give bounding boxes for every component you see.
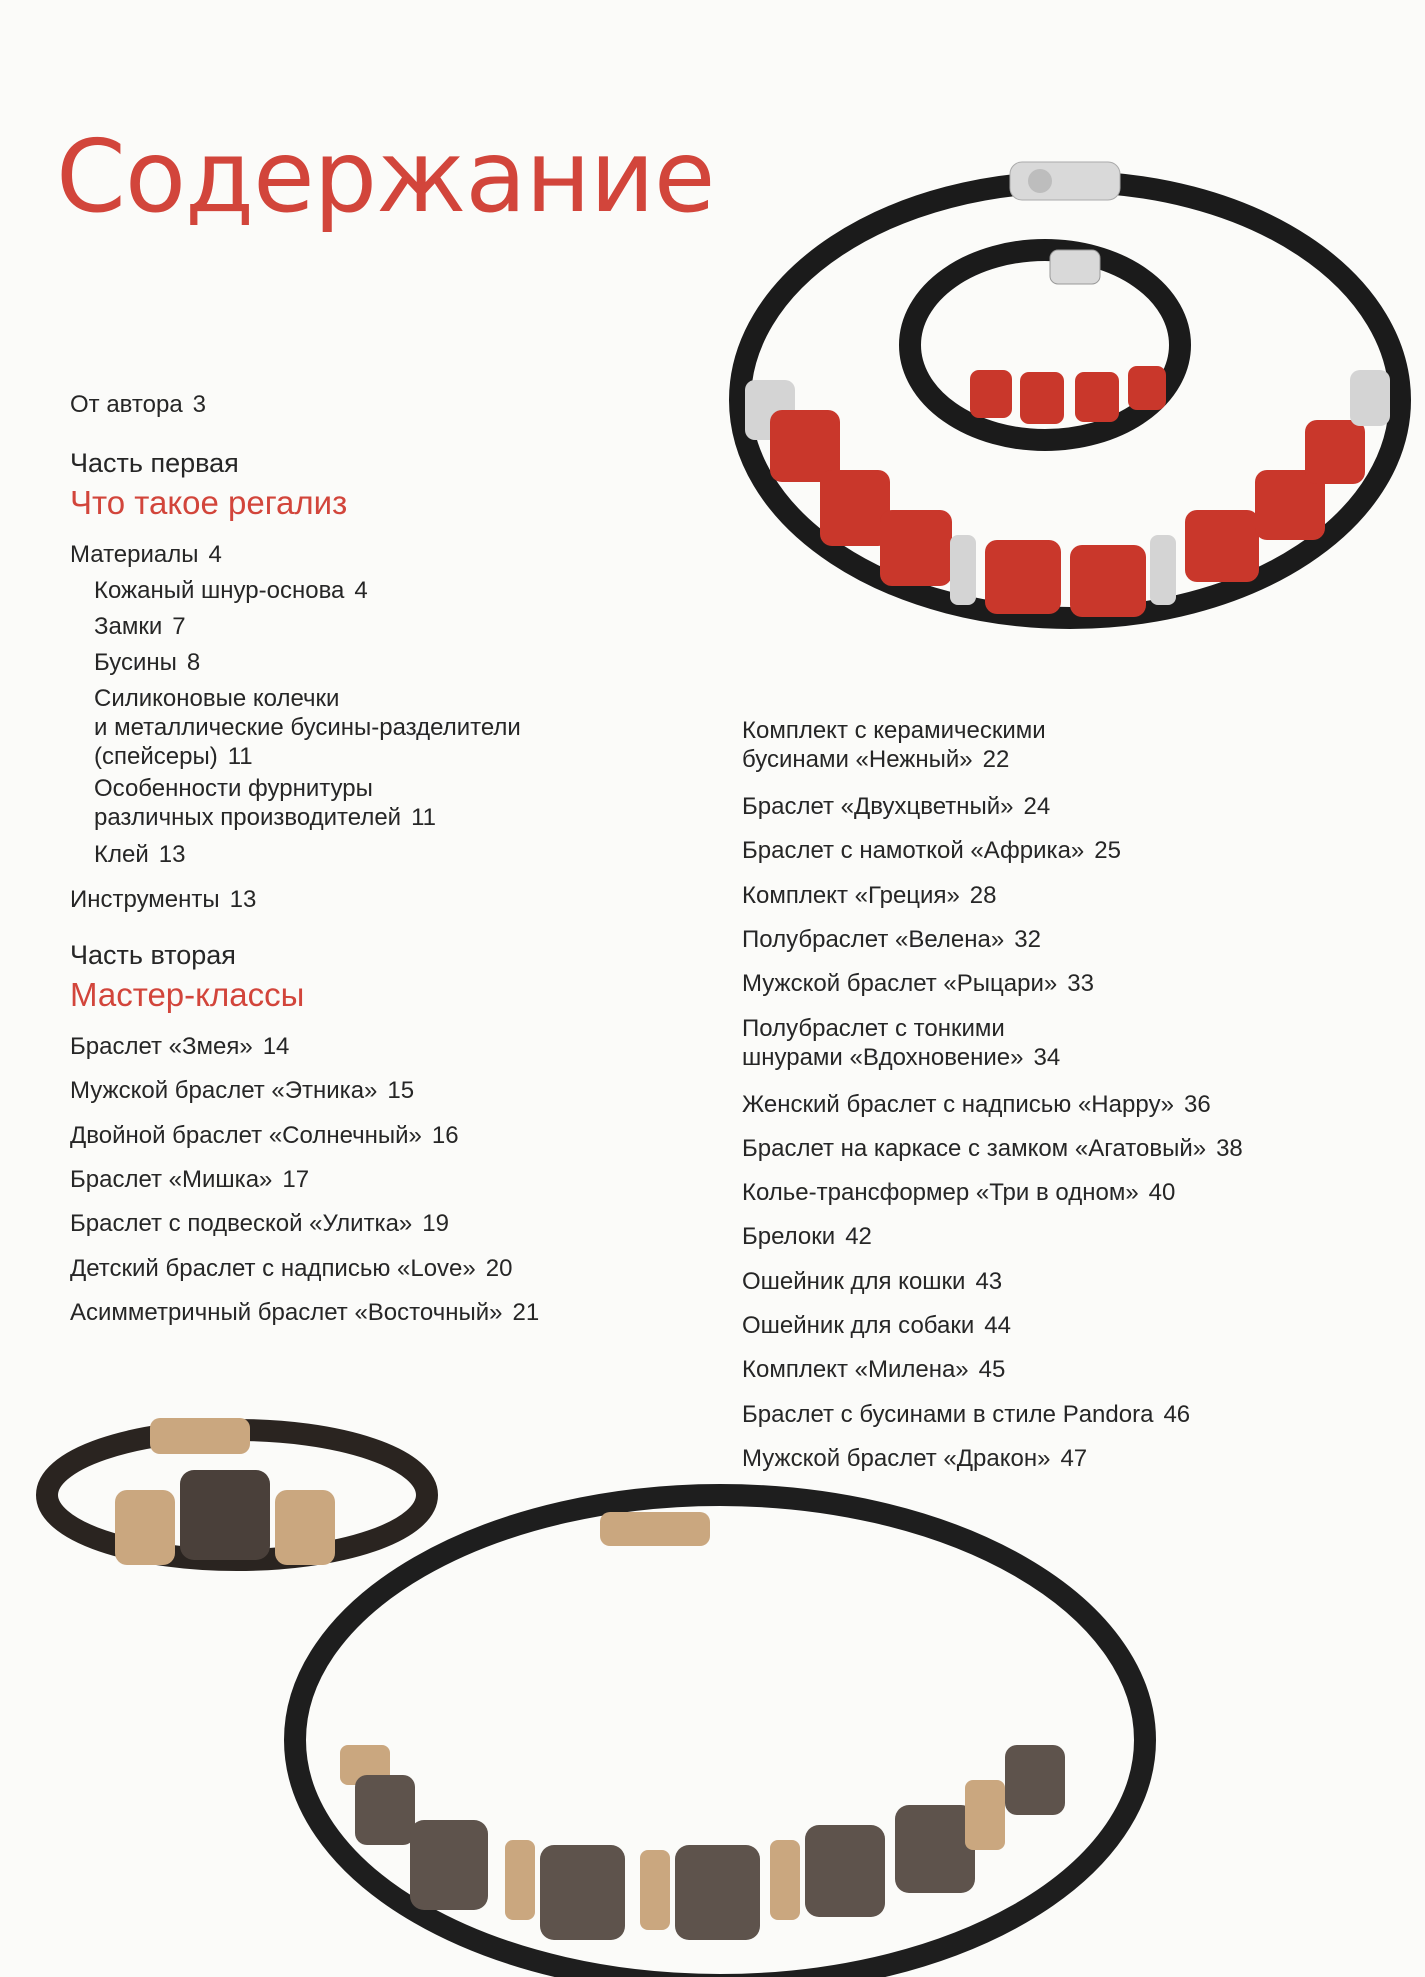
page-number: 32 [1014,925,1041,953]
page-number: 22 [982,746,1010,773]
entry-text: Комплект «Греция» [742,881,960,909]
entry-text: Замки [94,613,163,640]
page-number: 47 [1060,1444,1088,1472]
page-number: 40 [1148,1179,1176,1207]
page-number: 42 [845,1223,872,1251]
entry-text: Детский браслет с надписью «Love» [70,1254,476,1282]
dark-necklace-image [295,1495,1145,1977]
entry-text: Ошейник для кошки [742,1267,966,1295]
page-number: 7 [172,613,186,640]
page-number: 11 [227,743,253,770]
page-number: 4 [208,541,222,568]
entry-text: Особенности фурнитуры [94,775,373,802]
page-number: 28 [969,881,997,909]
page-number: 34 [1033,1043,1061,1071]
red-necklace-image [740,162,1400,618]
page-number: 15 [387,1077,415,1105]
entry-text: Браслет «Мишка» [70,1165,273,1193]
page-number: 43 [975,1267,1003,1295]
entry-text: Браслет «Двухцветный» [742,793,1014,820]
entry-text: Браслет с намоткой «Африка» [742,837,1085,865]
entry-text: Двойной браслет «Солнечный» [70,1121,422,1149]
entry-text: Браслет с бусинами в стиле Pandora [742,1400,1154,1428]
part-label: Часть первая [70,448,239,478]
entry-text: (спейсеры) [94,743,218,770]
entry-text: различных производителей [94,804,402,831]
entry-text: Асимметричный браслет «Восточный» [70,1298,503,1326]
entry-text: Полубраслет с тонкими [742,1014,1005,1042]
page-number: 20 [485,1254,513,1282]
entry-text: Брелоки [742,1223,836,1251]
entry-text: Браслет на каркасе с замком «Агатовый» [742,1134,1207,1162]
page-number: 19 [422,1210,449,1238]
entry-text: Полубраслет «Велена» [742,925,1005,953]
page-number: 45 [978,1356,1006,1384]
entry-text: Силиконовые колечки [94,685,340,712]
page-number: 44 [984,1312,1011,1339]
page-number: 16 [431,1121,459,1149]
page-number: 24 [1023,793,1051,820]
page-number: 4 [354,577,368,604]
dark-bracelet-image [47,1418,427,1565]
entry-text: Мужской браслет «Дракон» [742,1444,1051,1472]
page-number: 46 [1163,1400,1191,1428]
page-number: 14 [262,1033,290,1060]
entry-text: Инструменты [70,886,220,913]
entry-text: Бусины [94,649,177,676]
page-number: 11 [411,804,437,831]
page-number: 3 [192,391,207,418]
red-necklace-beads [745,370,1390,617]
entry-text: Колье-трансформер «Три в одном» [742,1179,1139,1207]
entry-text: Женский браслет с надписью «Happy» [742,1090,1175,1118]
page-number: 21 [512,1298,540,1326]
page-number: 25 [1094,837,1121,865]
entry-text: Мужской браслет «Рыцари» [742,970,1058,998]
entry-text: Браслет «Змея» [70,1033,253,1060]
entry-text: Кожаный шнур-основа [94,577,345,604]
page-number: 36 [1184,1090,1211,1118]
page-number: 38 [1216,1134,1243,1162]
entry-text: бусинами «Нежный» [742,746,973,773]
entry-text: шнурами «Вдохновение» [742,1043,1024,1071]
part-title: Мастер-классы [70,976,305,1013]
red-bracelet-image [910,250,1180,440]
entry-text: и металлические бусины-разделители [94,714,521,741]
entry-text: Браслет с подвеской «Улитка» [70,1210,413,1238]
page-number: 13 [229,886,257,913]
page-number: 17 [282,1165,310,1193]
entry-text: Клей [94,841,149,868]
entry-text: Материалы [70,541,199,568]
entry-text: Комплект с керамическими [742,717,1046,744]
entry-text: Мужской браслет «Этника» [70,1077,378,1105]
page-number: 8 [186,649,201,676]
entry-text: Ошейник для собаки [742,1312,975,1339]
entry-text: От автора [70,391,183,418]
part-label: Часть вторая [70,940,236,970]
part-title: Что такое регализ [70,484,348,521]
entry-text: Комплект «Милена» [742,1356,969,1384]
page-number: 33 [1067,970,1094,998]
page-number: 13 [158,841,186,868]
page-title: Содержание [56,118,715,235]
